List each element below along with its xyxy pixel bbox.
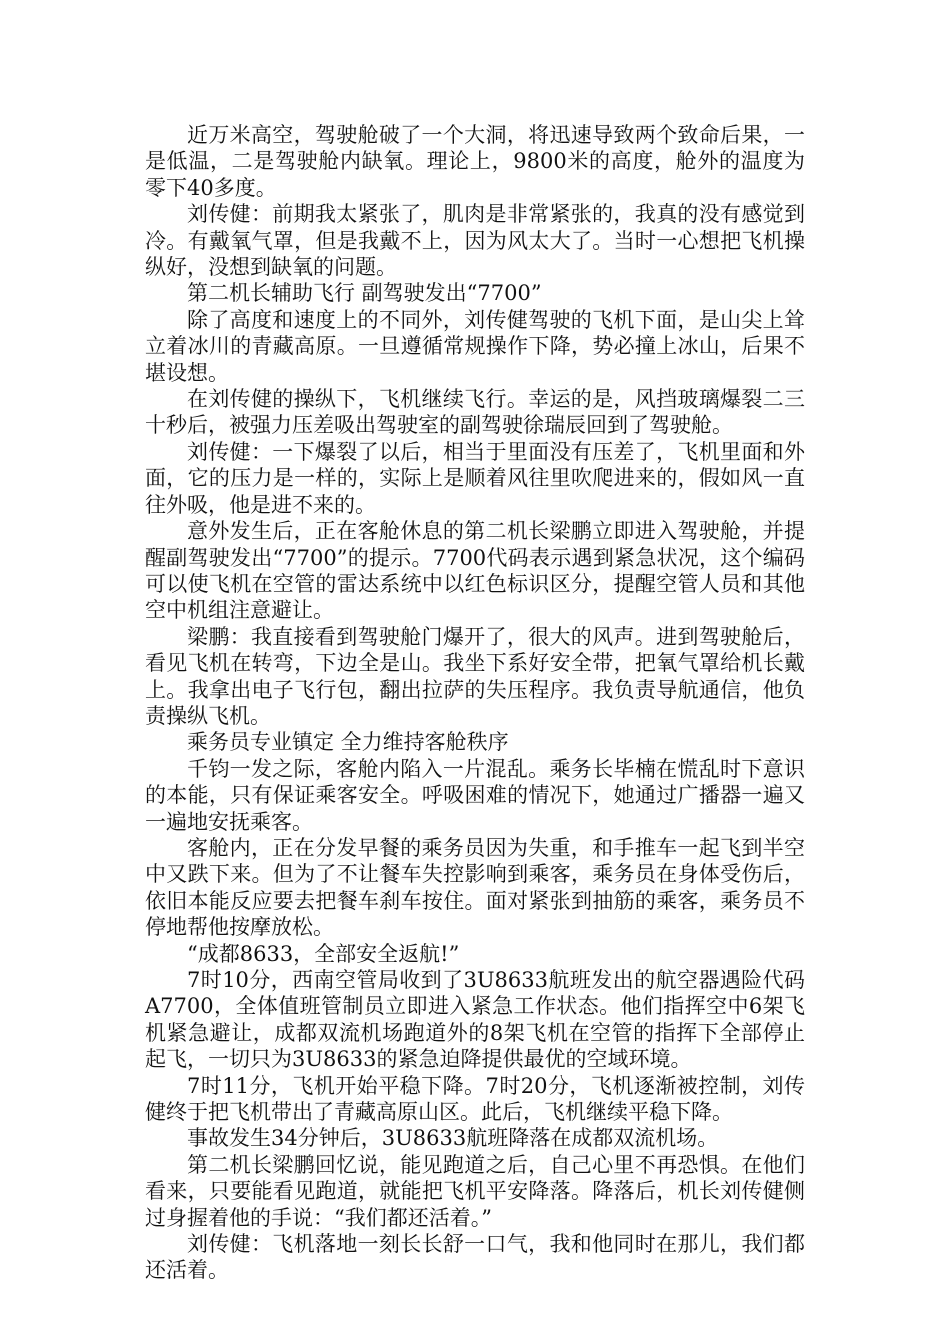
paragraph: 意外发生后，正在客舱休息的第二机长梁鹏立即进入驾驶舱，并提醒副驾驶发出“7700”的提示。7700代码表示遇到紧急状况，这个编码可以使飞机在空管的雷达系统中以红色标识区分，提醒空管人员和其他空中机组注意避让。 [145, 519, 805, 623]
paragraph: 梁鹏：我直接看到驾驶舱门爆开了，很大的风声。进到驾驶舱后，看见飞机在转弯，下边全是山。我坐下系好安全带，把氧气罩给机长戴上。我拿出电子飞行包，翻出拉萨的失压程序。我负责导航通信，他负责操纵飞机。 [145, 624, 805, 728]
paragraph: 7时10分，西南空管局收到了3U8633航班发出的航空器遇险代码A7700，全体值班管制员立即进入紧急工作状态。他们指挥空中6架飞机紧急避让，成都双流机场跑道外的8架飞机在空管的指挥下全部停止起飞，一切只为3U8633的紧急迫降提供最优的空域环境。 [145, 968, 805, 1072]
section-heading: 第二机长辅助飞行 副驾驶发出“7700” [187, 281, 542, 306]
section-heading: “成都8633，全部安全返航!” [187, 941, 460, 966]
paragraph: 近万米高空，驾驶舱破了一个大洞，将迅速导致两个致命后果，一是低温，二是驾驶舱内缺氧。理论上，9800米的高度，舱外的温度为零下40多度。 [145, 123, 805, 200]
paragraph: 刘传健：飞机落地一刻长长舒一口气，我和他同时在那儿，我们都还活着。 [145, 1232, 805, 1283]
paragraph: 事故发生34分钟后，3U8633航班降落在成都双流机场。 [187, 1126, 719, 1151]
paragraph: 刘传健：前期我太紧张了，肌肉是非常紧张的，我真的没有感觉到冷。有戴氧气罩，但是我戴不上，因为风太大了。当时一心想把飞机操纵好，没想到缺氧的问题。 [145, 202, 805, 280]
paragraph: 除了高度和速度上的不同外，刘传健驾驶的飞机下面，是山尖上耸立着冰川的青藏高原。一旦遵循常规操作下降，势必撞上冰山，后果不堪设想。 [145, 307, 805, 385]
article-body [145, 122, 805, 1284]
paragraph: 第二机长梁鹏回忆说，能见跑道之后，自己心里不再恐惧。在他们看来，只要能看见跑道，就能把飞机平安降落。降落后，机长刘传健侧过身握着他的手说：“我们都还活着。” [145, 1152, 805, 1230]
section-heading: 乘务员专业镇定 全力维持客舱秩序 [187, 730, 509, 755]
paragraph: 刘传健：一下爆裂了以后，相当于里面没有压差了，飞机里面和外面，它的压力是一样的，实际上是顺着风往里吹爬进来的，假如风一直往外吸，他是进不来的。 [145, 439, 805, 517]
paragraph: 7时11分，飞机开始平稳下降。7时20分，飞机逐渐被控制，刘传健终于把飞机带出了青藏高原山区。此后，飞机继续平稳下降。 [145, 1073, 805, 1125]
paragraph: 千钧一发之际，客舱内陷入一片混乱。乘务长毕楠在慌乱时下意识的本能，只有保证乘客安全。呼吸困难的情况下，她通过广播器一遍又一遍地安抚乘客。 [145, 756, 805, 834]
paragraph: 在刘传健的操纵下，飞机继续飞行。幸运的是，风挡玻璃爆裂二三十秒后，被强力压差吸出驾驶室的副驾驶徐瑞辰回到了驾驶舱。 [145, 387, 805, 438]
paragraph: 客舱内，正在分发早餐的乘务员因为失重，和手推车一起飞到半空中又跌下来。但为了不让餐车失控影响到乘客，乘务员在身体受伤后，依旧本能反应要去把餐车刹车按住。面对紧张到抽筋的乘客，乘务员不停地帮他按摩放松。 [145, 835, 805, 940]
